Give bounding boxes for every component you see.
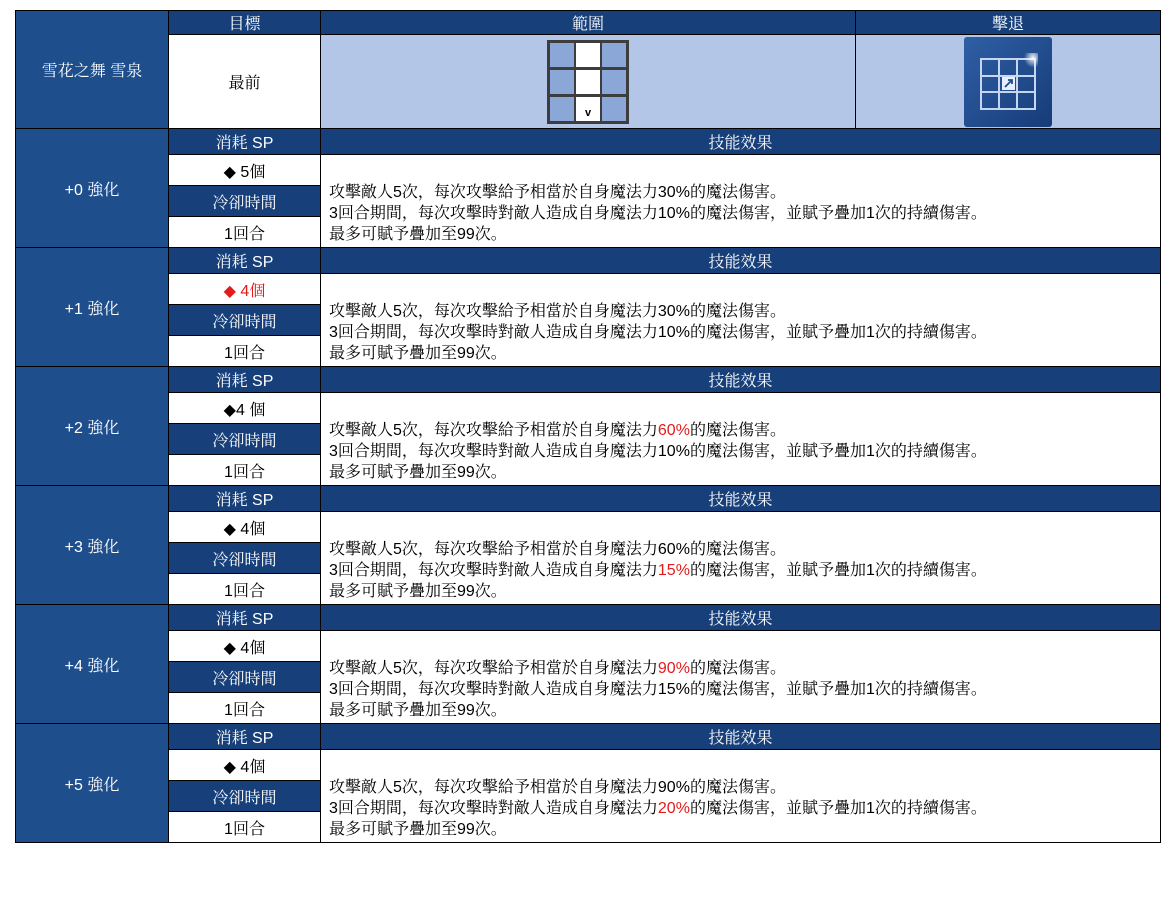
effect-label: 技能效果 <box>321 486 1161 512</box>
effect-text-part: 3回合期間，每次攻擊時對敵人造成自身魔法力 <box>329 681 658 698</box>
skill-table <box>15 10 1161 843</box>
effect-value: 10% <box>657 443 690 460</box>
sp-value <box>169 274 321 305</box>
effect-label: 技能效果 <box>321 129 1161 155</box>
target-value: 最前 <box>169 35 321 129</box>
knockback-arrow-icon <box>964 37 1052 127</box>
effect-line-1 <box>329 539 1160 560</box>
effect-value: 30% <box>657 184 690 201</box>
effect-line-1 <box>329 182 1160 203</box>
effect-line-3: 最多可賦予疊加至99次。 <box>329 226 507 243</box>
level-label: +0 強化 <box>16 129 169 248</box>
effect-text-part: 攻擊敵人5次，每次攻擊給予相當於自身魔法力 <box>329 422 658 439</box>
sp-label: 消耗 SP <box>169 486 321 512</box>
effect-line-3: 最多可賦予疊加至99次。 <box>329 702 507 719</box>
effect-label: 技能效果 <box>321 367 1161 393</box>
sp-value <box>169 393 321 424</box>
effect-text-part: 的魔法傷害，並賦予疊加1次的持續傷害。 <box>689 562 987 579</box>
sp-label: 消耗 SP <box>169 367 321 393</box>
effect-text <box>321 512 1161 605</box>
cooldown-label: 冷卻時間 <box>169 662 321 693</box>
cooldown-label: 冷卻時間 <box>169 186 321 217</box>
sp-value-text: ◆ 4個 <box>223 758 266 776</box>
sp-label: 消耗 SP <box>169 605 321 631</box>
effect-value: 90% <box>657 779 690 796</box>
effect-value: 20% <box>657 800 690 817</box>
level-label: +2 強化 <box>16 367 169 486</box>
sp-value <box>169 750 321 781</box>
effect-line-3: 最多可賦予疊加至99次。 <box>329 345 507 362</box>
target-header: 目標 <box>169 11 321 35</box>
cooldown-value: 1回合 <box>169 812 321 843</box>
effect-text-part: 的魔法傷害。 <box>689 422 786 439</box>
effect-text-part: 攻擊敵人5次，每次攻擊給予相當於自身魔法力 <box>329 660 658 677</box>
sp-value-text: ◆ 4個 <box>223 520 266 538</box>
cooldown-label: 冷卻時間 <box>169 543 321 574</box>
effect-text <box>321 274 1161 367</box>
effect-text-part: 3回合期間，每次攻擊時對敵人造成自身魔法力 <box>329 205 658 222</box>
effect-text-part: 的魔法傷害。 <box>689 779 786 796</box>
sp-label: 消耗 SP <box>169 248 321 274</box>
effect-text-part: 的魔法傷害，並賦予疊加1次的持續傷害。 <box>689 800 987 817</box>
range-cell <box>321 35 856 129</box>
sp-label: 消耗 SP <box>169 129 321 155</box>
effect-line-1 <box>329 420 1160 441</box>
effect-text-part: 3回合期間，每次攻擊時對敵人造成自身魔法力 <box>329 800 658 817</box>
effect-line-1 <box>329 777 1160 798</box>
sp-value-text: ◆ 4個 <box>223 639 266 657</box>
effect-text-part: 3回合期間，每次攻擊時對敵人造成自身魔法力 <box>329 443 658 460</box>
cooldown-label: 冷卻時間 <box>169 424 321 455</box>
effect-line-2 <box>329 203 1160 224</box>
skill-name: 雪花之舞 雪泉 <box>16 11 169 129</box>
effect-text-part: 攻擊敵人5次，每次攻擊給予相當於自身魔法力 <box>329 779 658 796</box>
effect-line-2 <box>329 441 1160 462</box>
effect-line-1 <box>329 658 1160 679</box>
effect-line-2 <box>329 798 1160 819</box>
sp-value-text: ◆4 個 <box>223 401 266 419</box>
effect-text-part: 的魔法傷害。 <box>689 660 786 677</box>
effect-text-part: 的魔法傷害。 <box>689 303 786 320</box>
effect-line-3: 最多可賦予疊加至99次。 <box>329 821 507 838</box>
sp-value <box>169 631 321 662</box>
effect-label: 技能效果 <box>321 605 1161 631</box>
effect-line-2 <box>329 679 1160 700</box>
effect-text-part: 的魔法傷害。 <box>689 541 786 558</box>
effect-value: 30% <box>657 303 690 320</box>
effect-line-2 <box>329 322 1160 343</box>
effect-value: 10% <box>657 324 690 341</box>
cooldown-value: 1回合 <box>169 693 321 724</box>
knockback-cell <box>856 35 1161 129</box>
range-header: 範圍 <box>321 11 856 35</box>
effect-text-part: 攻擊敵人5次，每次攻擊給予相當於自身魔法力 <box>329 541 658 558</box>
range-marker: v <box>584 106 592 119</box>
knockback-header: 擊退 <box>856 11 1161 35</box>
cooldown-value: 1回合 <box>169 217 321 248</box>
effect-line-3: 最多可賦予疊加至99次。 <box>329 464 507 481</box>
sp-label: 消耗 SP <box>169 724 321 750</box>
sp-value <box>169 512 321 543</box>
effect-value: 60% <box>657 541 690 558</box>
effect-text <box>321 750 1161 843</box>
effect-text <box>321 393 1161 486</box>
effect-text-part: 攻擊敵人5次，每次攻擊給予相當於自身魔法力 <box>329 184 658 201</box>
cooldown-value: 1回合 <box>169 574 321 605</box>
effect-text-part: 3回合期間，每次攻擊時對敵人造成自身魔法力 <box>329 324 658 341</box>
level-label: +1 強化 <box>16 248 169 367</box>
range-grid-3x3-icon <box>547 40 629 124</box>
effect-label: 技能效果 <box>321 724 1161 750</box>
effect-text <box>321 155 1161 248</box>
sp-value <box>169 155 321 186</box>
effect-text-part: 攻擊敵人5次，每次攻擊給予相當於自身魔法力 <box>329 303 658 320</box>
effect-text-part: 的魔法傷害。 <box>689 184 786 201</box>
effect-line-2 <box>329 560 1160 581</box>
effect-value: 15% <box>657 681 690 698</box>
effect-text-part: 3回合期間，每次攻擊時對敵人造成自身魔法力 <box>329 562 658 579</box>
effect-value: 60% <box>657 422 690 439</box>
cooldown-label: 冷卻時間 <box>169 781 321 812</box>
cooldown-value: 1回合 <box>169 455 321 486</box>
effect-text-part: 的魔法傷害，並賦予疊加1次的持續傷害。 <box>689 324 987 341</box>
level-label: +4 強化 <box>16 605 169 724</box>
effect-text <box>321 631 1161 724</box>
effect-text-part: 的魔法傷害，並賦予疊加1次的持續傷害。 <box>689 681 987 698</box>
level-label: +3 強化 <box>16 486 169 605</box>
effect-line-1 <box>329 301 1160 322</box>
effect-value: 10% <box>657 205 690 222</box>
effect-value: 15% <box>657 562 690 579</box>
effect-line-3: 最多可賦予疊加至99次。 <box>329 583 507 600</box>
effect-text-part: 的魔法傷害，並賦予疊加1次的持續傷害。 <box>689 443 987 460</box>
sp-value-text: ◆ 4個 <box>223 282 266 300</box>
cooldown-value: 1回合 <box>169 336 321 367</box>
sp-value-text: ◆ 5個 <box>223 163 266 181</box>
effect-label: 技能效果 <box>321 248 1161 274</box>
level-label: +5 強化 <box>16 724 169 843</box>
effect-text-part: 的魔法傷害，並賦予疊加1次的持續傷害。 <box>689 205 987 222</box>
effect-value: 90% <box>657 660 690 677</box>
cooldown-label: 冷卻時間 <box>169 305 321 336</box>
